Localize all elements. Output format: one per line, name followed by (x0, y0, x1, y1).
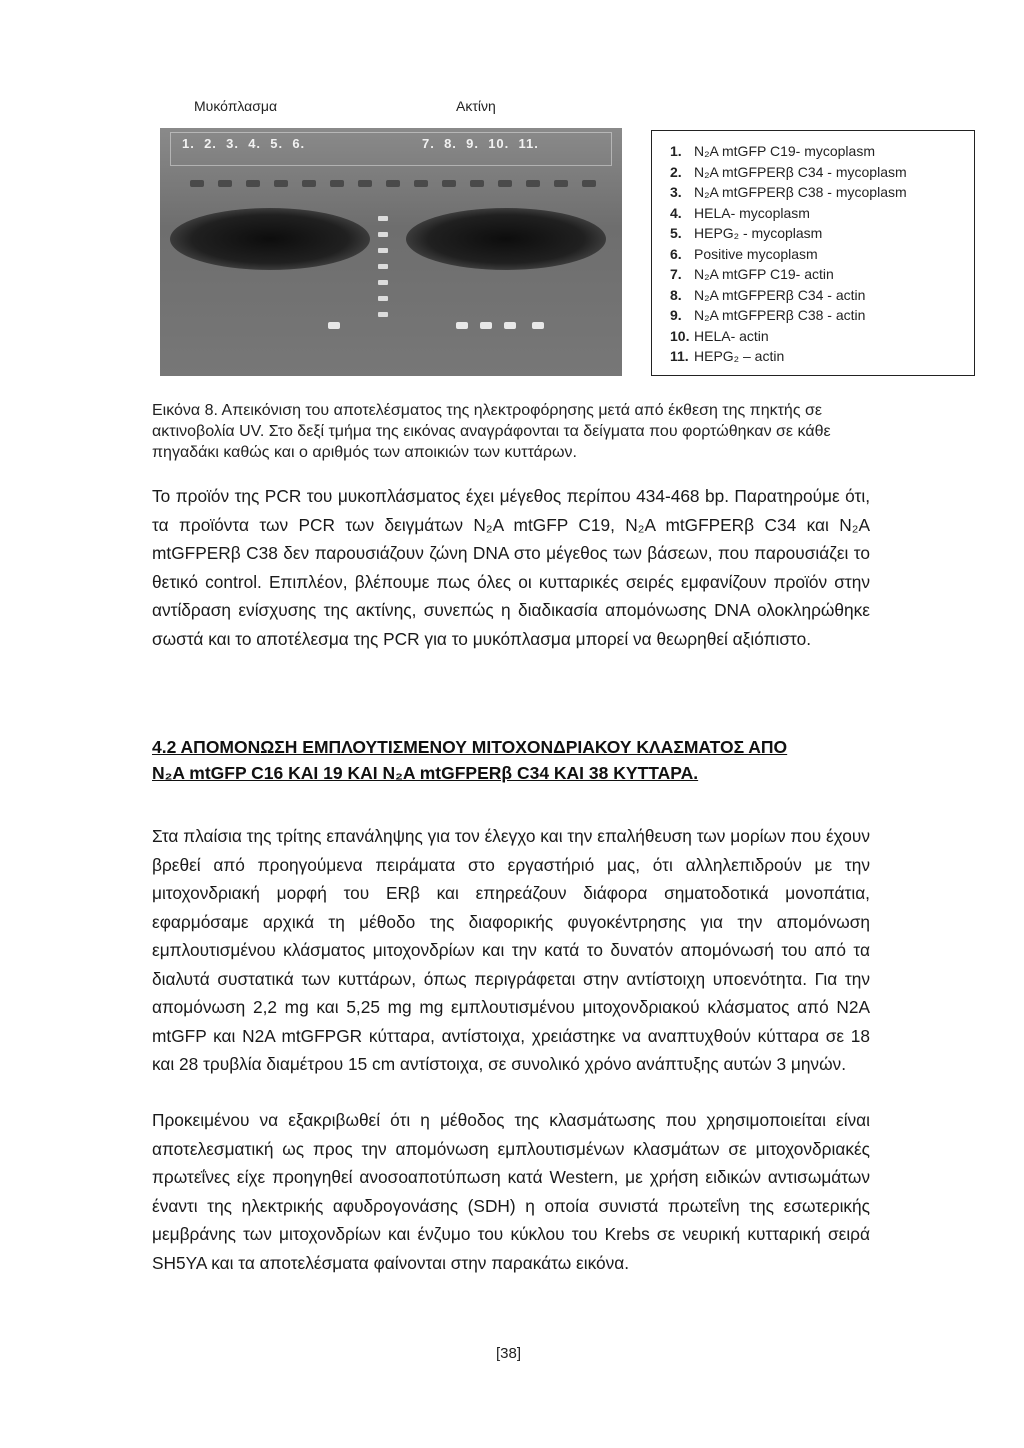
gel-well (190, 180, 204, 187)
ladder-band (378, 296, 388, 301)
ladder-band (378, 280, 388, 285)
gel-well (358, 180, 372, 187)
positive-control-band (328, 322, 340, 329)
actin-label: Ακτίνη (456, 98, 496, 114)
lane-numbers-mycoplasma: 1. 2. 3. 4. 5. 6. (182, 136, 306, 151)
section-heading-line1: 4.2 ΑΠΟΜΟΝΩΣΗ ΕΜΠΛΟΥΤΙΣΜΕΝΟΥ ΜΙΤΟΧΟΝΔΡΙΑΚΟΥ ΚΛΑΣΜΑΤΟΣ ΑΠΟ (152, 737, 788, 757)
ladder-band (378, 264, 388, 269)
gel-legend-list (670, 141, 907, 367)
paragraph-western: Προκειμένου να εξακριβωθεί ότι η μέθοδος της κλασμάτωσης που χρησιμοποιείται είναι αποτελεσματική ως προς την απομόνωση εμπλουτισμένων κλασμάτων σε μιτοχονδριακές πρωτεΐνες είχε προηγηθεί ανοσοαποτύπωση κατά Western, με χρήση ειδικών αντισωμάτων έναντι της ηλεκτρικής αφυδρογονάσης (SDH) η οποία συνιστά πρωτεΐνη της εσωτερικής μεμβράνης των μιτοχονδρίων και ένζυμο του κύκλου του Krebs σε νευρική κυτταρική σειρά SH5YA και τα αποτελέσματα φαίνονται στην παρακάτω εικόνα. (152, 1110, 870, 1273)
ladder-band (378, 216, 388, 221)
legend-item: 4. HELA- mycoplasm (670, 204, 810, 221)
gel-smear-mycoplasma (170, 208, 370, 270)
paragraph-pcr-results: Το προϊόν της PCR του μυκοπλάσματος έχει μέγεθος περίπου 434-468 bp. Παρατηρούμε ότι, τα προϊόντα των PCR των δειγμάτων N₂A mtGFP C19, N₂A mtGFPERβ C34 και N₂A mtGFPERβ C38 δεν παρουσιάζουν ζώνη DNA στο μέγεθος των βάσεων, που παρουσιάζει το θετικό control. Επιπλέον, βλέπουμε πως όλες οι κυτταρικές σειρές εμφανίζουν προϊόν στην αντίδραση ενίσχυσης της ακτίνης, συνεπώς η διαδικασία απομόνωσης DNA ολοκληρώθηκε σωστά και το αποτέλεσμα της PCR για το μυκόπλασμα μπορεί να θεωρηθεί αξιόπιστο. (152, 486, 870, 649)
gel-well (246, 180, 260, 187)
gel-legend-box (651, 130, 975, 376)
gel-well (442, 180, 456, 187)
gel-well (218, 180, 232, 187)
legend-item: 5. HEPG₂ - mycoplasm (670, 225, 823, 241)
gel-well (498, 180, 512, 187)
gel-well (302, 180, 316, 187)
gel-smear-actin (406, 208, 606, 270)
legend-item: 6. Positive mycoplasm (670, 245, 818, 262)
gel-electrophoresis-image (160, 128, 622, 376)
legend-item: 11. HEPG₂ – actin (670, 348, 785, 364)
gel-well (470, 180, 484, 187)
gel-well (274, 180, 288, 187)
legend-item: 3. N₂A mtGFPERβ C38 - mycoplasm (670, 184, 907, 200)
gel-well (386, 180, 400, 187)
legend-item: 10. HELA- actin (670, 327, 769, 344)
lane-numbers-actin: 7. 8. 9. 10. 11. (422, 136, 539, 151)
actin-band (456, 322, 468, 329)
ladder-band (378, 232, 388, 237)
figure-caption: Εικόνα 8. Απεικόνιση του αποτελέσματος της ηλεκτροφόρησης μετά από έκθεση της πηκτής σε ακτινοβολία UV. Στο δεξί τμήμα της εικόνας αναγράφονται τα δείγματα που φορτώθηκαν σε κάθε πηγαδάκι καθώς και ο αριθμός των αποικιών των κυττάρων. (152, 402, 831, 461)
paragraph-fractionation: Στα πλαίσια της τρίτης επανάληψης για τον έλεγχο και την επαλήθευση των μορίων που έχουν βρεθεί από προηγούμενα πειράματα στο εργαστήριό μας, ότι αλληλεπιδρούν με την μιτοχονδριακή μορφή του ERβ και επηρεάζουν διάφορα σηματοδοτικά μονοπάτια, εφαρμόσαμε αρχικά τη μέθοδο της διαφορικής φυγοκέντρησης για την απομόνωση εμπλουτισμένου κλάσματος μιτοχονδρίων και την κατά το δυνατόν απομόνωσή του από τα διαλυτά συστατικά των κυττάρων, όπως περιγράφεται στην αντίστοιχη υποενότητα. Για την απομόνωση 2,2 mg και 5,25 mg mg εμπλουτισμένου μιτοχονδριακού κλάσματος από N2A mtGFP και N2A mtGFPGR κύτταρα, αντίστοιχα, χρειάστηκε να αναπτυχθούν κύτταρα σε 18 και 28 τρυβλία διαμέτρου 15 cm αντίστοιχα, σε συνολικό χρόνο ανάπτυξης αυτών 3 μηνών. (152, 826, 870, 1074)
gel-well (330, 180, 344, 187)
legend-item: 9. N₂A mtGFPERβ C38 - actin (670, 307, 866, 323)
page-number: [38] (496, 1345, 522, 1362)
legend-item: 7. N₂A mtGFP C19- actin (670, 266, 834, 282)
gel-well (526, 180, 540, 187)
legend-item: 2. N₂A mtGFPERβ C34 - mycoplasm (670, 163, 907, 180)
ladder-band (378, 312, 388, 317)
actin-band (504, 322, 516, 329)
legend-item: 1. N₂A mtGFP C19- mycoplasm (670, 143, 875, 159)
section-heading (152, 734, 882, 786)
gel-well (582, 180, 596, 187)
actin-band (532, 322, 544, 329)
gel-well (554, 180, 568, 187)
mycoplasma-label: Μυκόπλασμα (194, 98, 278, 114)
section-heading-line2: N₂A mtGFP C16 ΚΑΙ 19 ΚΑΙ N₂A mtGFPERβ C34 ΚΑΙ 38 ΚΥΤΤΑΡΑ. (152, 763, 699, 783)
actin-band (480, 322, 492, 329)
gel-well (414, 180, 428, 187)
ladder-band (378, 248, 388, 253)
legend-item: 8. N₂A mtGFPERβ C34 - actin (670, 286, 866, 303)
